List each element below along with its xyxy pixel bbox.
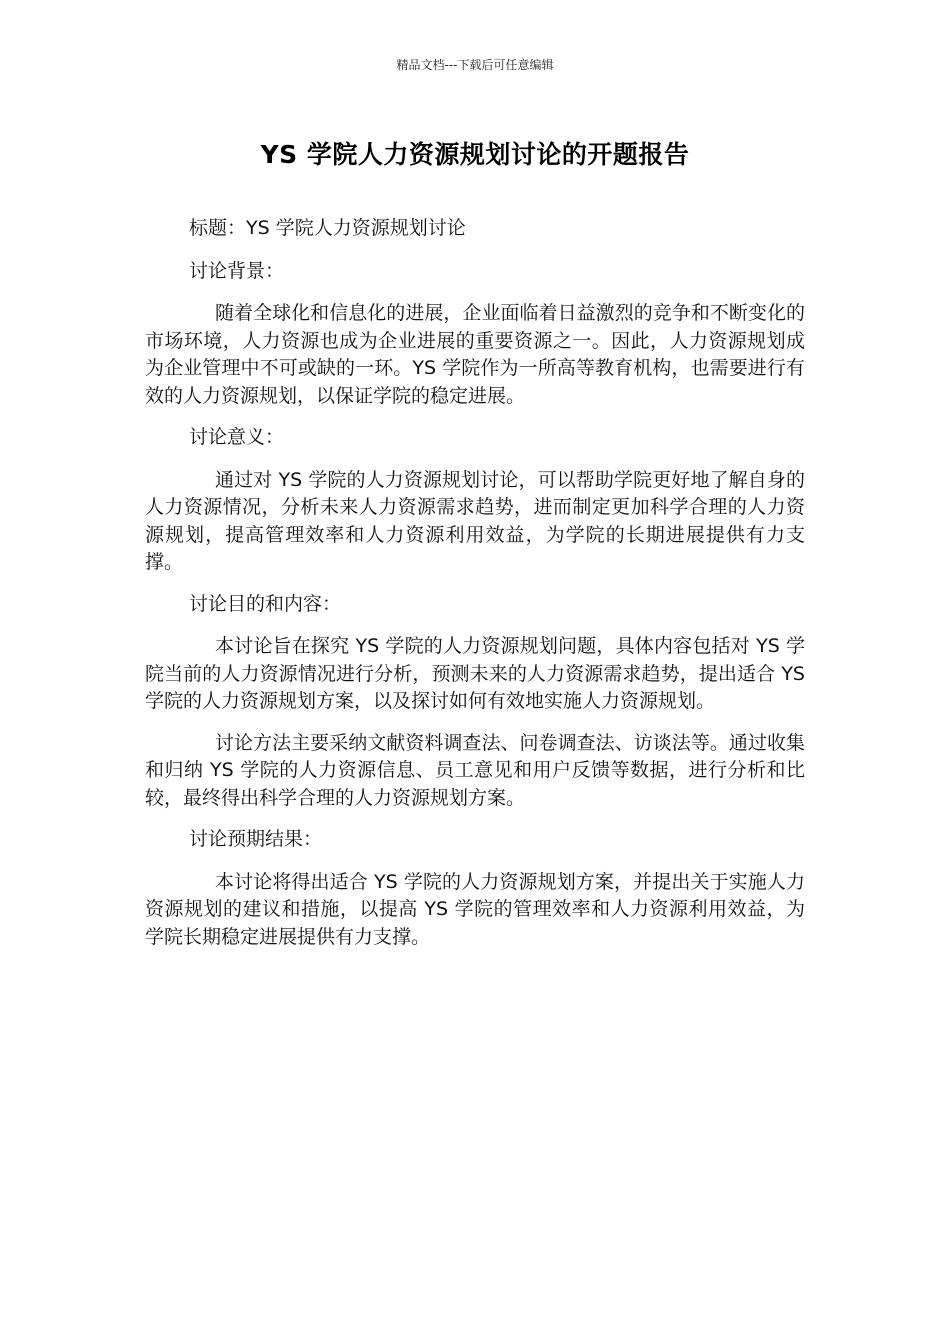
significance-label: 讨论意义： (189, 426, 285, 448)
purpose-paragraph: 本讨论旨在探究 YS 学院的人力资源规划问题，具体内容包括对 YS 学院当前的人力资源情况进行分析，预测未来的人力资源需求趋势，提出适合 YS 学院的人力资源规划方案，以及探讨如何有效地实施人力资源规划。 (145, 635, 805, 712)
background-paragraph: 随着全球化和信息化的进展，企业面临着日益激烈的竞争和不断变化的市场环境，人力资源也成为企业进展的重要资源之一。因此，人力资源规划成为企业管理中不可或缺的一环。YS 学院作为一所高等教育机构，也需要进行有效的人力资源规划，以保证学院的稳定进展。 (145, 302, 805, 407)
background-label: 讨论背景： (189, 259, 285, 282)
document-body (145, 215, 805, 951)
topic-line: 标题：YS 学院人力资源规划讨论 (189, 217, 466, 239)
document-title: YS 学院人力资源规划讨论的开题报告 (260, 140, 690, 169)
results-label: 讨论预期结果： (189, 828, 323, 850)
header-note: 精品文档---下载后可任意编辑 (396, 58, 554, 72)
purpose-label: 讨论目的和内容： (189, 592, 342, 615)
significance-paragraph: 通过对 YS 学院的人力资源规划讨论，可以帮助学院更好地了解自身的人力资源情况，分析未来人力资源需求趋势，进而制定更加科学合理的人力资源规划，提高管理效率和人力资源利用效益，为学院的长期进展提供有力支撑。 (145, 468, 805, 573)
method-paragraph: 讨论方法主要采纳文献资料调查法、问卷调查法、访谈法等。通过收集和归纳 YS 学院的人力资源信息、员工意见和用户反馈等数据，进行分析和比较，最终得出科学合理的人力资源规划方案。 (145, 731, 805, 809)
results-paragraph: 本讨论将得出适合 YS 学院的人力资源规划方案，并提出关于实施人力资源规划的建议和措施，以提高 YS 学院的管理效率和人力资源利用效益，为学院长期稳定进展提供有力支撑。 (145, 870, 805, 948)
